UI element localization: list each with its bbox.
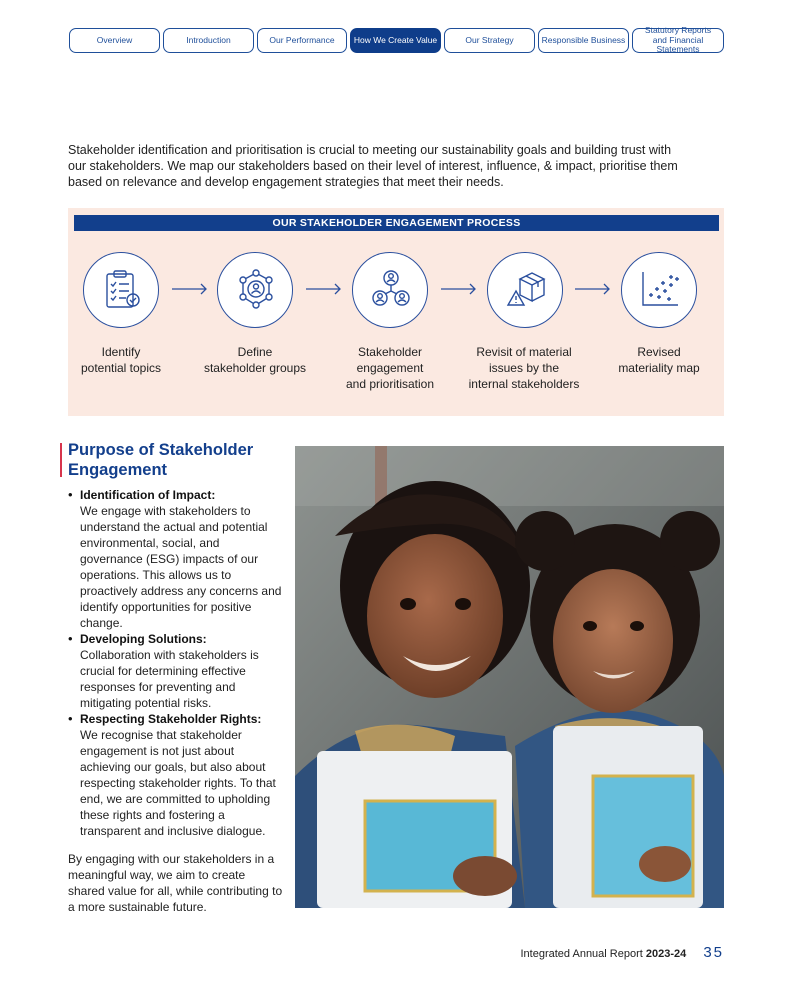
step-1-circle <box>83 252 159 328</box>
arrow-right-icon <box>439 282 479 296</box>
tab-how-we-create-value[interactable]: How We Create Value <box>350 28 441 53</box>
bullet-text: We engage with stakeholders to understand the actual and potential environmental, social, and governance (ESG) impacts of our operations. This allows us to proactively address any concerns and identify opportunities for positive change. <box>80 504 282 630</box>
bullet-text: Collaboration with stakeholders is crucial for determining effective responses for preventing and mitigating potential risks. <box>80 648 259 710</box>
tab-statutory-reports[interactable]: Statutory Reports and Financial Statements <box>632 28 724 53</box>
section-accent-bar <box>60 443 62 477</box>
step-4-circle <box>487 252 563 328</box>
page-number: 35 <box>703 944 724 961</box>
step-1-label: Identify potential topics <box>80 345 162 375</box>
tab-our-strategy[interactable]: Our Strategy <box>444 28 535 53</box>
tab-introduction[interactable]: Introduction <box>163 28 254 53</box>
bullet-heading: • Developing Solutions: <box>80 632 207 646</box>
step-5-circle <box>621 252 697 328</box>
process-title: OUR STAKEHOLDER ENGAGEMENT PROCESS <box>74 215 719 231</box>
arrow-right-icon <box>170 282 210 296</box>
report-name: Integrated Annual Report <box>520 948 643 960</box>
clipboard-checklist-icon <box>102 269 142 311</box>
engagement-process-panel <box>68 208 724 416</box>
page-footer <box>420 944 724 960</box>
box-warning-icon <box>506 269 546 311</box>
step-4-label: Revisit of material issues by the internal stakeholders <box>468 345 580 391</box>
students-illustration <box>295 446 724 908</box>
arrow-right-icon <box>304 282 344 296</box>
arrow-right-icon <box>573 282 613 296</box>
purpose-heading: Purpose of Stakeholder Engagement <box>68 441 254 479</box>
list-item <box>68 631 283 711</box>
step-3-label: Stakeholder engagement and prioritisation <box>345 345 435 391</box>
report-year: 2023-24 <box>645 948 687 960</box>
list-item <box>68 711 283 839</box>
bullet-heading: • Respecting Stakeholder Rights: <box>80 712 262 726</box>
top-nav <box>69 25 725 55</box>
list-item <box>68 487 283 631</box>
stakeholder-group-icon <box>371 269 411 311</box>
step-2-label: Define stakeholder groups <box>203 345 307 375</box>
tab-our-performance[interactable]: Our Performance <box>257 28 347 53</box>
scatter-map-icon <box>640 269 680 311</box>
step-5-label: Revised materiality map <box>618 345 700 375</box>
students-photo <box>295 446 724 908</box>
bullet-text: We recognise that stakeholder engagement is not just about achieving our goals, but also about respecting stakeholder rights. To that end, we are committed to upholding these rights and fostering a transparent and inclusive dialogue. <box>80 728 276 838</box>
step-2-circle <box>217 252 293 328</box>
closing-paragraph: By engaging with our stakeholders in a meaningful way, we aim to create shared value for all, while contributing to a more sustainable future. <box>68 852 283 914</box>
purpose-bullet-list <box>68 487 283 839</box>
network-people-icon <box>236 269 276 311</box>
tab-overview[interactable]: Overview <box>69 28 160 53</box>
tab-responsible-business[interactable]: Responsible Business <box>538 28 629 53</box>
bullet-heading: • Identification of Impact: <box>80 488 216 502</box>
intro-paragraph: Stakeholder identification and prioritisation is crucial to meeting our sustainability goals and building trust with our stakeholders. We map our stakeholders based on their level of interest, influence, & impact, prioritise them based on relevance and develop engagement strategies that meet their needs. <box>68 143 678 189</box>
step-3-circle <box>352 252 428 328</box>
